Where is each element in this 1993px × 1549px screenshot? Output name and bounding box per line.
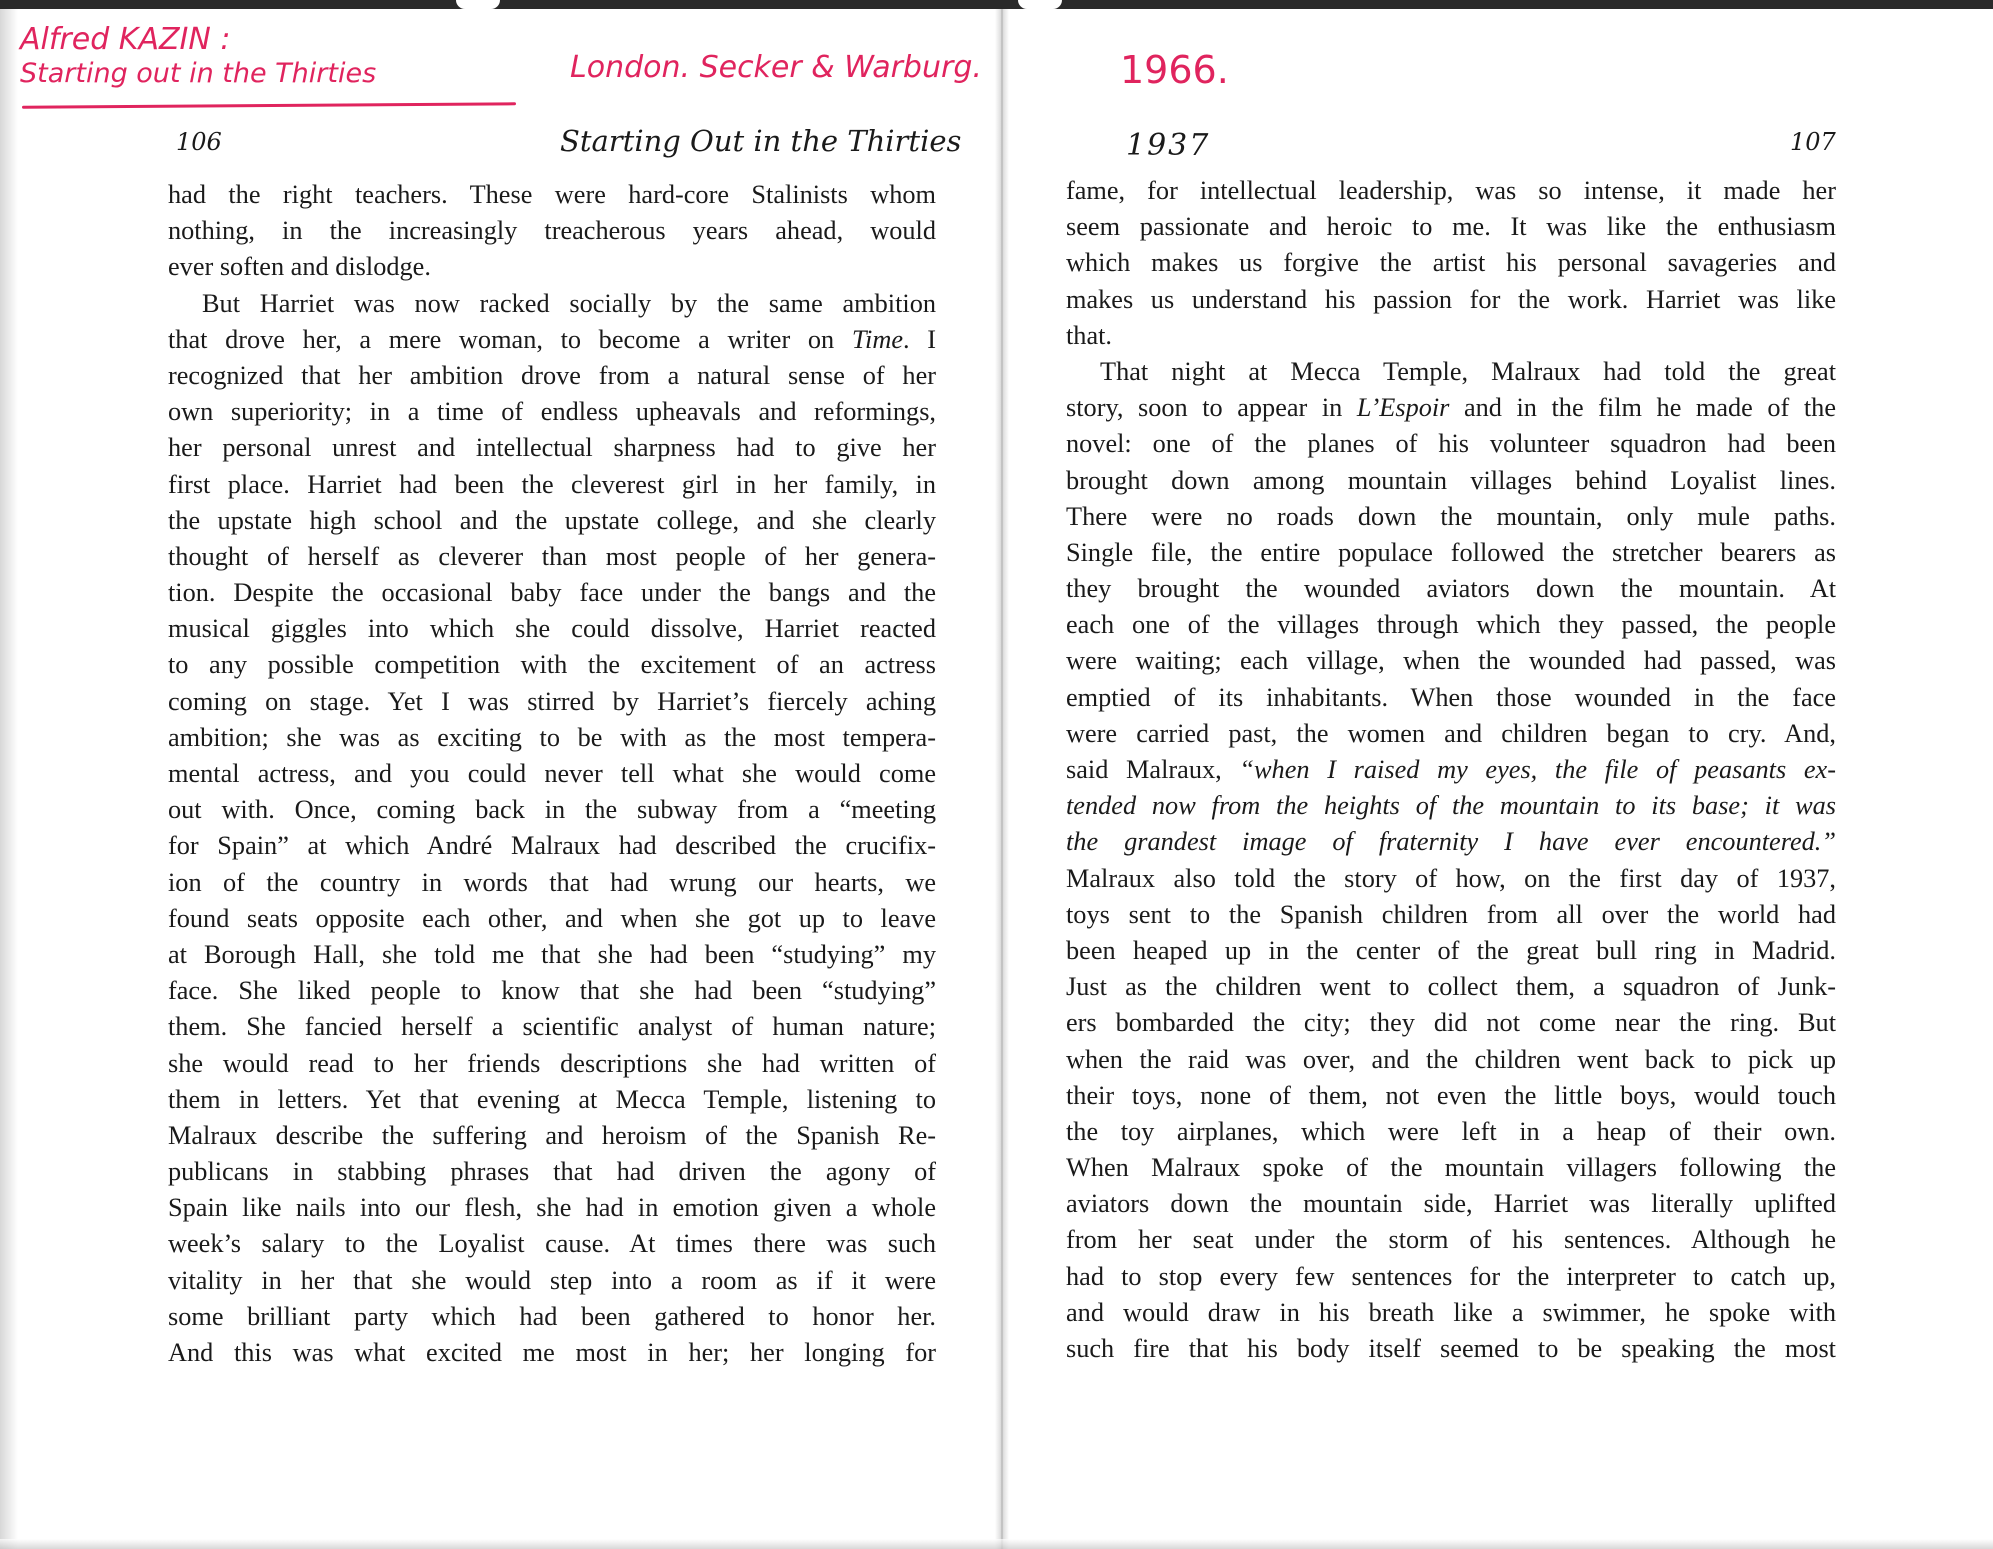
text-line: tion. Despite the occasional baby face under the bangs and the: [168, 578, 936, 608]
text-line: makes us understand his passion for the work. Harriet was like: [1066, 284, 1836, 314]
right-page-text: [1066, 173, 1836, 1367]
text-line: ambition; she was as exciting to be with as the most tempera-: [168, 722, 936, 752]
handwritten-underline: [22, 102, 516, 108]
text-line: musical giggles into which she could dissolve, Harriet reacted: [168, 614, 936, 644]
text-segment: . I: [903, 324, 936, 354]
italic-quote: “when I raised my eyes, the file of peasants ex-: [1239, 755, 1836, 784]
text-line: ion of the country in words that had wrung our hearts, we: [168, 867, 936, 897]
text-line: some brilliant party which had been gathered to honor her.: [168, 1301, 936, 1331]
handwritten-publisher: London. Secker & Warburg.: [570, 50, 982, 85]
text-line: Spain like nails into our flesh, she had in emotion given a whole: [168, 1193, 936, 1223]
text-line: aviators down the mountain side, Harriet was literally uplifted: [1066, 1189, 1836, 1219]
text-line: were carried past, the women and children began to cry. And,: [1066, 718, 1836, 748]
text-line: from her seat under the storm of his sentences. Although he: [1066, 1225, 1836, 1255]
text-line: face. She liked people to know that she had been “studying”: [168, 976, 936, 1006]
text-line: mental actress, and you could never tell what she would come: [168, 759, 936, 788]
text-line-mixed: [1066, 752, 1836, 788]
italic-time: Time: [851, 324, 904, 354]
text-line: them in letters. Yet that evening at Mecca Temple, listening to: [168, 1084, 936, 1114]
text-line: were waiting; each village, when the wounded had passed, was: [1066, 646, 1836, 676]
text-line: the toy airplanes, which were left in a heap of their own.: [1066, 1116, 1836, 1146]
page-edge-shadow: [0, 9, 18, 1549]
text-line: vitality in her that she would step into a room as if it were: [168, 1265, 936, 1295]
text-line: brought down among mountain villages behind Loyalist lines.: [1066, 465, 1836, 495]
text-line: week’s salary to the Loyalist cause. At times there was such: [168, 1229, 936, 1259]
binding-notch: [1018, 0, 1062, 9]
text-line: they brought the wounded aviators down the mountain. At: [1066, 574, 1836, 604]
scan-top-edge: [0, 0, 1993, 9]
text-line: such fire that his body itself seemed to be speaking the most: [1066, 1334, 1836, 1363]
text-line: and would draw in his breath like a swimmer, he spoke with: [1066, 1297, 1836, 1327]
text-line: emptied of its inhabitants. When those wounded in the face: [1066, 682, 1836, 712]
text-line: thought of herself as cleverer than most people of her genera-: [168, 541, 936, 571]
text-line: she would read to her friends descriptions she had written of: [168, 1048, 936, 1078]
text-line-mixed: [1066, 390, 1836, 426]
italic-quote-line: tended now from the heights of the mountain to its base; it was: [1066, 791, 1836, 821]
text-segment: that drove her, a mere woman, to become a writer on: [168, 324, 852, 354]
binding-notch: [456, 0, 500, 9]
text-line: first place. Harriet had been the cleverest girl in her family, in: [168, 469, 936, 499]
italic-lespoir: L’Espoir: [1356, 393, 1450, 423]
text-segment: and in the film he made of the: [1449, 393, 1836, 423]
text-line: been heaped up in the center of the great bull ring in Madrid.: [1066, 935, 1836, 965]
text-line: found seats opposite each other, and when she got up to leave: [168, 903, 936, 933]
text-line: publicans in stabbing phrases that had driven the agony of: [168, 1157, 936, 1187]
book-gutter: [995, 9, 1009, 1549]
text-line: the upstate high school and the upstate college, and she clearly: [168, 505, 936, 535]
text-line: own superiority; in a time of endless upheavals and reformings,: [168, 397, 936, 427]
handwritten-author: Alfred KAZIN :: [20, 22, 231, 57]
text-line: when the raid was over, and the children went back to pick up: [1066, 1044, 1836, 1074]
text-line-mixed: [168, 322, 936, 358]
handwritten-year: 1966.: [1120, 48, 1229, 92]
text-line: Single file, the entire populace followed the stretcher bearers as: [1066, 537, 1836, 567]
text-line: And this was what excited me most in her; her longing for: [168, 1338, 936, 1367]
text-line: toys sent to the Spanish children from all over the world had: [1066, 899, 1836, 929]
text-line: seem passionate and heroic to me. It was like the enthusiasm: [1066, 212, 1836, 242]
text-line: their toys, none of them, not even the little boys, would touch: [1066, 1080, 1836, 1110]
text-line: at Borough Hall, she told me that she had been “studying” my: [168, 939, 936, 969]
left-running-title: Starting Out in the Thirties: [560, 124, 962, 158]
italic-quote-line: the grandest image of fraternity I have ever encountered.”: [1066, 827, 1836, 857]
text-line: Malraux also told the story of how, on the first day of 1937,: [1066, 863, 1836, 893]
text-line: fame, for intellectual leadership, was so intense, it made her: [1066, 176, 1836, 205]
text-line: that.: [1066, 320, 1113, 350]
text-line: Malraux describe the suffering and heroism of the Spanish Re-: [168, 1120, 936, 1150]
text-line: to any possible competition with the excitement of an actress: [168, 650, 936, 680]
right-page-number: 107: [1790, 128, 1836, 156]
text-line: had to stop every few sentences for the interpreter to catch up,: [1066, 1261, 1836, 1291]
text-segment: story, soon to appear in: [1066, 393, 1357, 423]
text-line: There were no roads down the mountain, only mule paths.: [1066, 501, 1836, 531]
text-line: which makes us forgive the artist his personal savageries and: [1066, 248, 1836, 278]
text-line: them. She fancied herself a scientific analyst of human nature;: [168, 1012, 936, 1042]
page-bottom-shadow: [0, 1539, 1993, 1549]
text-line: each one of the villages through which they passed, the people: [1066, 610, 1836, 640]
text-line: Just as the children went to collect them, a squadron of Junk-: [1066, 972, 1836, 1002]
left-page-text: [168, 177, 936, 1371]
text-segment: said Malraux,: [1066, 755, 1240, 784]
text-line: nothing, in the increasingly treacherous years ahead, would: [168, 216, 936, 246]
text-line: But Harriet was now racked socially by the same ambition: [202, 288, 936, 318]
text-line: out with. Once, coming back in the subway from a “meeting: [168, 795, 936, 825]
text-line: had the right teachers. These were hard-core Stalinists whom: [168, 180, 936, 209]
text-line: novel: one of the planes of his volunteer squadron had been: [1066, 429, 1836, 459]
text-line: ers bombarded the city; they did not come near the ring. But: [1066, 1008, 1836, 1038]
text-line: That night at Mecca Temple, Malraux had told the great: [1100, 356, 1836, 386]
text-line: ever soften and dislodge.: [168, 252, 431, 282]
right-running-head: 1937: [1126, 128, 1211, 163]
text-line: her personal unrest and intellectual sharpness had to give her: [168, 433, 936, 463]
text-line: When Malraux spoke of the mountain villagers following the: [1066, 1153, 1836, 1183]
text-line: for Spain” at which André Malraux had described the crucifix-: [168, 831, 936, 861]
text-line: coming on stage. Yet I was stirred by Harriet’s fiercely aching: [168, 686, 936, 716]
text-line: recognized that her ambition drove from a natural sense of her: [168, 360, 936, 390]
handwritten-title: Starting out in the Thirties: [20, 58, 377, 89]
left-page-number: 106: [176, 128, 222, 156]
